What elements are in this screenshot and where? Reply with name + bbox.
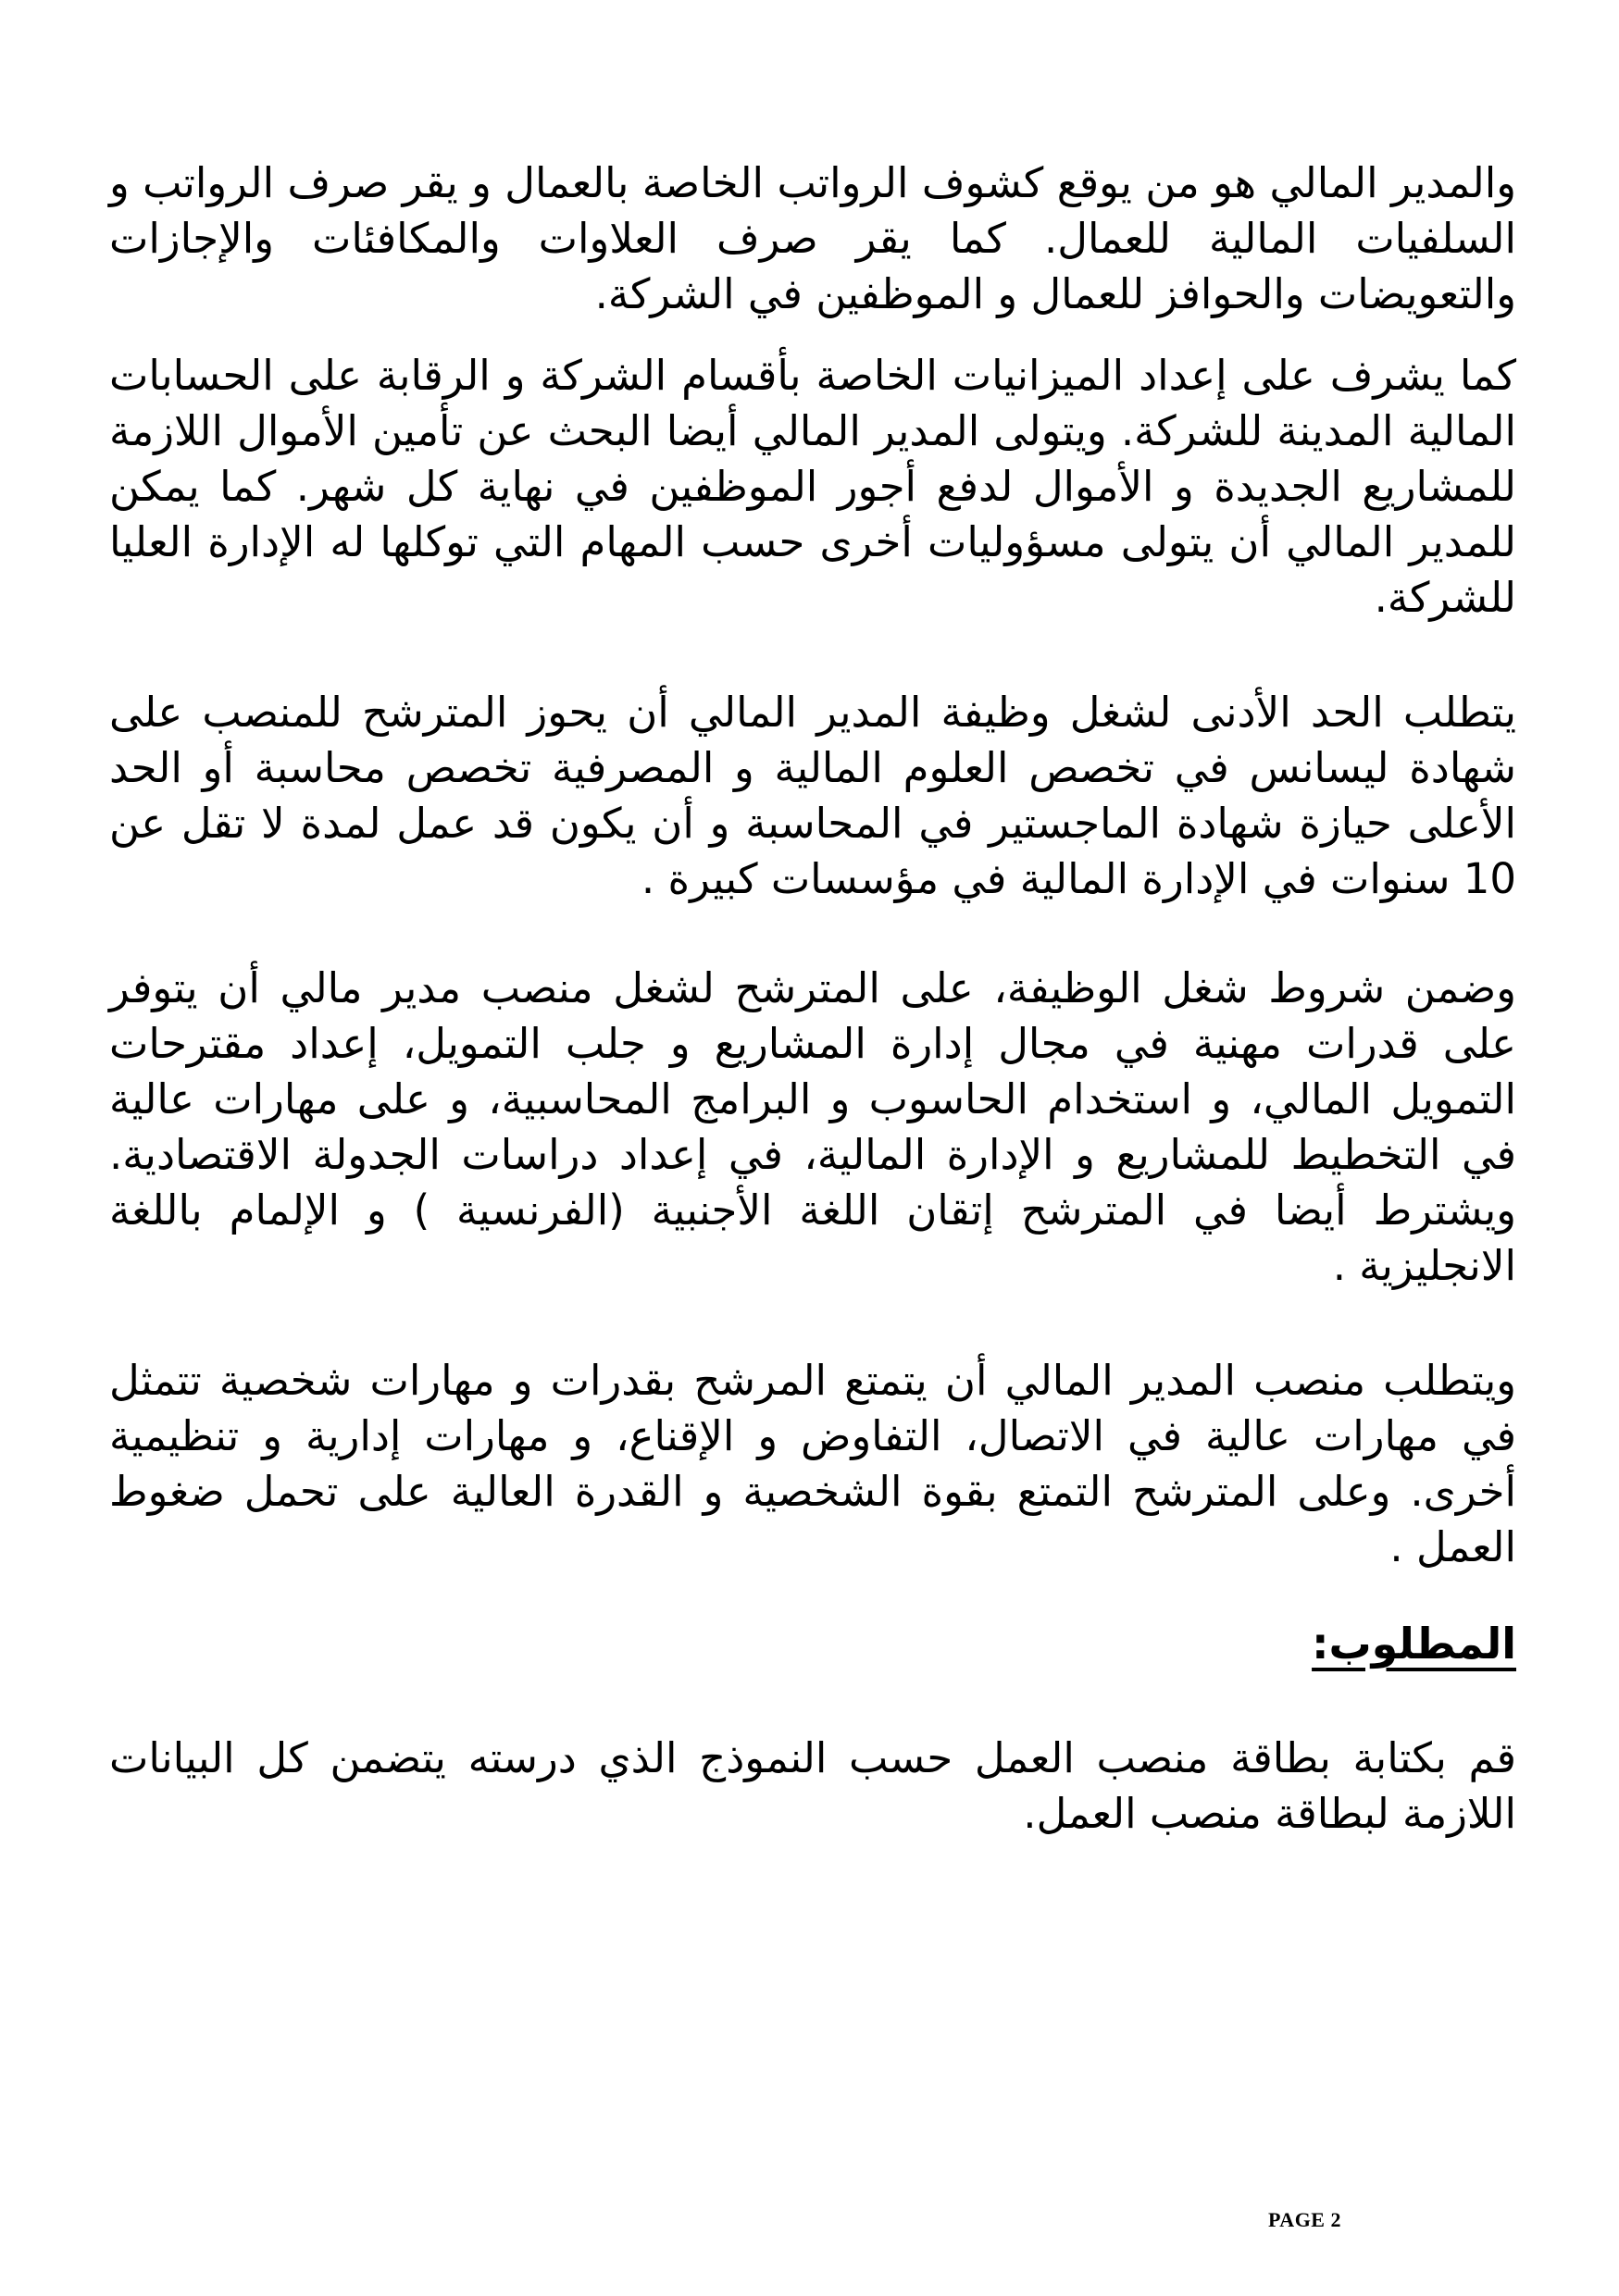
paragraph-personal-skills: ويتطلب منصب المدير المالي أن يتمتع المرشح بقدرات و مهارات شخصية تتمثل في مهارات عالية في الاتصال، التفاوض و الإقناع، و مهارات إدارية و تنظيمية أخرى. وعلى المترشح التمتع بقوة الشخصية و القدرة العالية على تحمل ضغوط العمل . <box>109 1356 1516 1571</box>
paragraph-budget-supervision: كما يشرف على إعداد الميزانيات الخاصة بأقسام الشركة و الرقابة على الحسابات المالية المدينة للشركة. ويتولى المدير المالي أيضا البحث عن تأمين الأموال اللازمة للمشاريع الجديدة و الأموال لدفع أجور الموظفين في نهاية كل شهر. كما يمكن للمدير المالي أن يتولى مسؤوليات أخرى حسب المهام التي توكلها له الإدارة العليا للشركة. <box>109 351 1516 622</box>
paragraph-task-instruction: قم بكتابة بطاقة منصب العمل حسب النموذج الذي درسته يتضمن كل البيانات اللازمة لبطاقة منصب العمل. <box>109 1733 1516 1838</box>
paragraph-job-conditions: وضمن شروط شغل الوظيفة، على المترشح لشغل منصب مدير مالي أن يتوفر على قدرات مهنية في مجال إدارة المشاريع و جلب التمويل، إعداد مقترحات التمويل المالي، و استخدام الحاسوب و البرامج المحاسبية، و على مهارات عالية في التخطيط للمشاريع و الإدارة المالية، في إعداد دراسات الجدولة الاقتصادية. ويشترط أيضا في المترشح إتقان اللغة الأجنبية (الفرنسية ) و الإلمام باللغة الانجليزية . <box>109 963 1516 1290</box>
page-number: PAGE 2 <box>1268 2208 1341 2231</box>
document-body <box>109 155 1516 1842</box>
paragraph-minimum-requirements: يتطلب الحد الأدنى لشغل وظيفة المدير المالي أن يحوز المترشح للمنصب على شهادة ليسانس في تخصص العلوم المالية و المصرفية تخصص محاسبة أو الحد الأعلى حيازة شهادة الماجستير في المحاسبة و أن يكون قد عمل لمدة لا تقل عن 10 سنوات في الإدارة المالية في مؤسسات كبيرة . <box>109 688 1516 903</box>
paragraph-payroll-duties: والمدير المالي هو من يوقع كشوف الرواتب الخاصة بالعمال و يقر صرف الرواتب و السلفيات المالية للعمال. كما يقر صرف العلاوات والمكافئات والإجازات والتعويضات والحوافز للعمال و الموظفين في الشركة. <box>109 158 1516 318</box>
section-heading-required: المطلوب: <box>1312 1619 1516 1669</box>
